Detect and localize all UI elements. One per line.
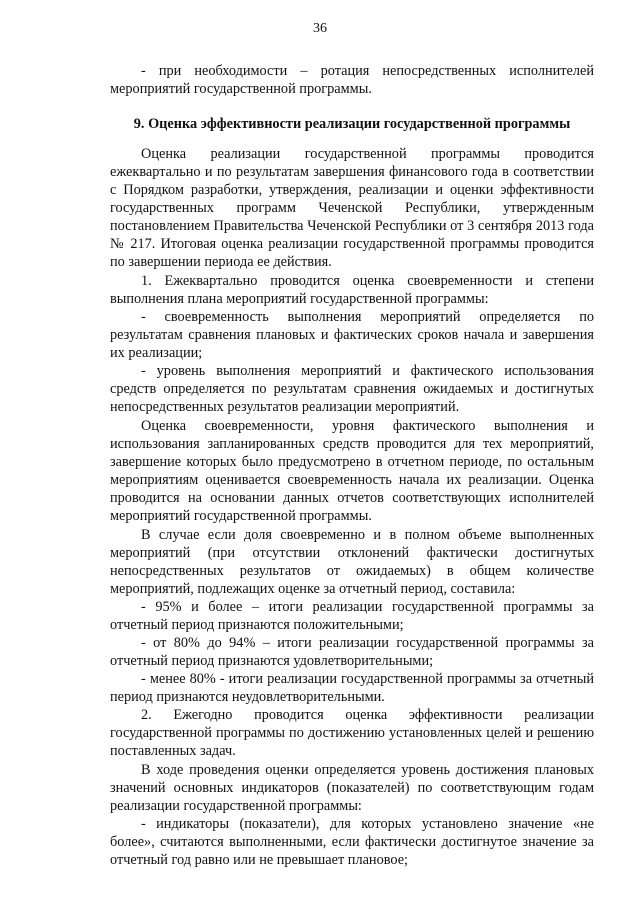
list-item-timeliness: - своевременность выполнения мероприятий определяется по результатам сравнения плановых и фактических сроков начала и завершения их реализации; (110, 309, 594, 361)
paragraph-quarterly-assessment: 1. Ежеквартально проводится оценка своевременности и степени выполнения плана мероприятий государственной программы: (110, 273, 594, 307)
page-number: 36 (313, 21, 327, 36)
section-heading: 9. Оценка эффективности реализации государственной программы (133, 116, 571, 132)
paragraph-evaluation-procedure: Оценка реализации государственной программы проводится ежеквартально и по результатам завершения финансового года в соответствии с Порядком разработки, утверждения, реализации и оценки эффективности государственных программ Чеченской Республики, утвержденным постановлением Правительства Чеченской Республики от 3 сентября 2013 года № 217. Итоговая оценка реализации государственной программы проводится по завершении периода ее действия. (110, 146, 594, 270)
intro-paragraph: - при необходимости – ротация непосредственных исполнителей мероприятий государственной программы. (110, 63, 594, 97)
list-item-unsatisfactory-result: - менее 80% - итоги реализации государственной программы за отчетный период признаются неудовлетворительными. (110, 671, 594, 705)
paragraph-annual-efficiency: 2. Ежегодно проводится оценка эффективности реализации государственной программы по достижению установленных целей и решению поставленных задач. (110, 707, 594, 759)
document-body (110, 62, 594, 869)
paragraph-indicator-assessment: В ходе проведения оценки определяется уровень достижения плановых значений основных индикаторов (показателей) по соответствующим годам реализации государственной программы: (110, 762, 594, 814)
list-item-execution-level: - уровень выполнения мероприятий и фактического использования средств определяется по результатам сравнения ожидаемых и достигнутых непосредственных результатов реализации мероприятий. (110, 363, 594, 415)
paragraph-assessment-scope: Оценка своевременности, уровня фактического выполнения и использования запланированных средств проводится для тех мероприятий, завершение которых было предусмотрено в отчетном периоде, по остальным мероприятиям оценивается своевременность начала их реализации. Оценка проводится на основании данных отчетов соответствующих исполнителей мероприятий государственной программы. (110, 418, 594, 524)
list-item-positive-result: - 95% и более – итоги реализации государственной программы за отчетный период признаются положительными; (110, 599, 594, 633)
list-item-max-value-indicators: - индикаторы (показатели), для которых установлено значение «не более», считаются выполненными, если фактически достигнутое значение за отчетный год равно или не превышает плановое; (110, 816, 594, 868)
list-item-satisfactory-result: - от 80% до 94% – итоги реализации государственной программы за отчетный период признаются удовлетворительными; (110, 635, 594, 669)
paragraph-share-condition: В случае если доля своевременно и в полном объеме выполненных мероприятий (при отсутствии отклонений фактически достигнутых непосредственных результатов от ожидаемых) в общем количестве мероприятий, подлежащих оценке за отчетный период, составила: (110, 527, 594, 597)
